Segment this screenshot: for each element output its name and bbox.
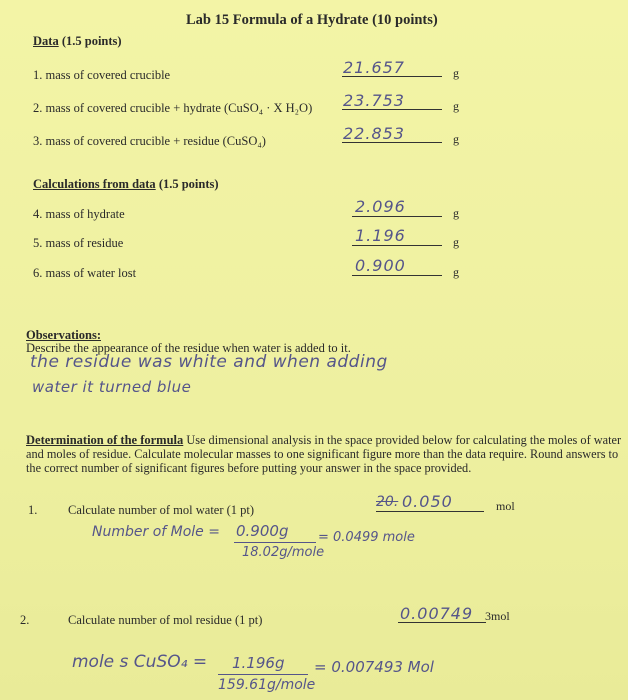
q1-work-denominator: 18.02g/mole (242, 545, 325, 560)
q1-number: 1. (28, 503, 38, 517)
q1-answer[interactable]: 0.050 (402, 492, 453, 511)
q2-text: Calculate number of mol residue (1 pt) (68, 613, 263, 627)
page-title: Lab 15 Formula of a Hydrate (10 points) (186, 12, 438, 28)
fraction-bar (218, 674, 308, 675)
q1-text: Calculate number of mol water (1 pt) (68, 503, 255, 517)
answer-line (376, 511, 484, 512)
observations-answer-line-1[interactable]: the residue was white and when adding (30, 352, 388, 372)
q2-work-denominator: 159.61g/mole (218, 677, 316, 693)
data-item-answer[interactable]: 23.753 (343, 91, 405, 110)
q2-work-result: = 0.007493 Mol (314, 658, 434, 676)
q1-work-result: = 0.0499 mole (318, 530, 415, 545)
answer-line (352, 216, 442, 217)
observations-answer-line-2[interactable]: water it turned blue (32, 378, 192, 396)
data-item-answer[interactable]: 22.853 (343, 124, 405, 143)
determination-heading: Determination of the formula (26, 433, 184, 447)
data-heading (33, 34, 122, 49)
calc-heading-text: Calculations from data (33, 177, 156, 191)
q2-number: 2. (20, 613, 30, 627)
determination-instructions (26, 433, 626, 475)
observations-heading: Observations: (26, 328, 101, 342)
calc-item-answer[interactable]: 2.096 (355, 197, 406, 216)
q1-unit: mol (496, 499, 515, 513)
data-heading-text: Data (33, 34, 59, 48)
observations-prompt: Describe the appearance of the residue when water is added to it. (26, 341, 351, 355)
fraction-bar (234, 542, 316, 543)
unit-label: g (453, 235, 459, 249)
determination-text: Use dimensional analysis in the space provided below for calculating the moles of water and moles of residue. Calculate molecular masses to one significant figure more than the data require. Round answers to the correct number of significant figures before putting your answer in the space provided. (26, 433, 622, 475)
data-points: (1.5 points) (61, 34, 122, 48)
data-item-label: 1. mass of covered crucible (33, 68, 171, 82)
calc-item-answer[interactable]: 1.196 (355, 226, 406, 245)
calc-item-label: 4. mass of hydrate (33, 207, 125, 221)
data-item-answer[interactable]: 21.657 (343, 58, 405, 77)
unit-label: g (453, 132, 459, 146)
answer-line (352, 275, 442, 276)
answer-line (342, 76, 442, 77)
calc-heading (33, 177, 219, 192)
data-item-label: 2. mass of covered crucible + hydrate (CuSO₄ · X H₂O) (33, 101, 313, 115)
q2-work-lhs: mole s CuSO₄ = (72, 652, 208, 672)
q2-work-numerator: 1.196g (232, 654, 285, 672)
q2-unit: 3mol (485, 609, 510, 623)
unit-label: g (453, 66, 459, 80)
q1-strikethrough: 20. (376, 494, 399, 510)
calc-item-label: 6. mass of water lost (33, 266, 137, 280)
answer-line (342, 142, 442, 143)
unit-label: g (453, 206, 459, 220)
q1-work-numerator: 0.900g (236, 522, 289, 540)
unit-label: g (453, 99, 459, 113)
q1-work-lhs: Number of Mole = (92, 524, 220, 540)
calc-points: (1.5 points) (158, 177, 219, 191)
answer-line (398, 622, 486, 623)
answer-line (352, 245, 442, 246)
calc-item-label: 5. mass of residue (33, 236, 124, 250)
calc-item-answer[interactable]: 0.900 (355, 256, 406, 275)
unit-label: g (453, 265, 459, 279)
answer-line (342, 109, 442, 110)
q2-answer[interactable]: 0.00749 (400, 604, 474, 623)
data-item-label: 3. mass of covered crucible + residue (CuSO₄) (33, 134, 266, 148)
